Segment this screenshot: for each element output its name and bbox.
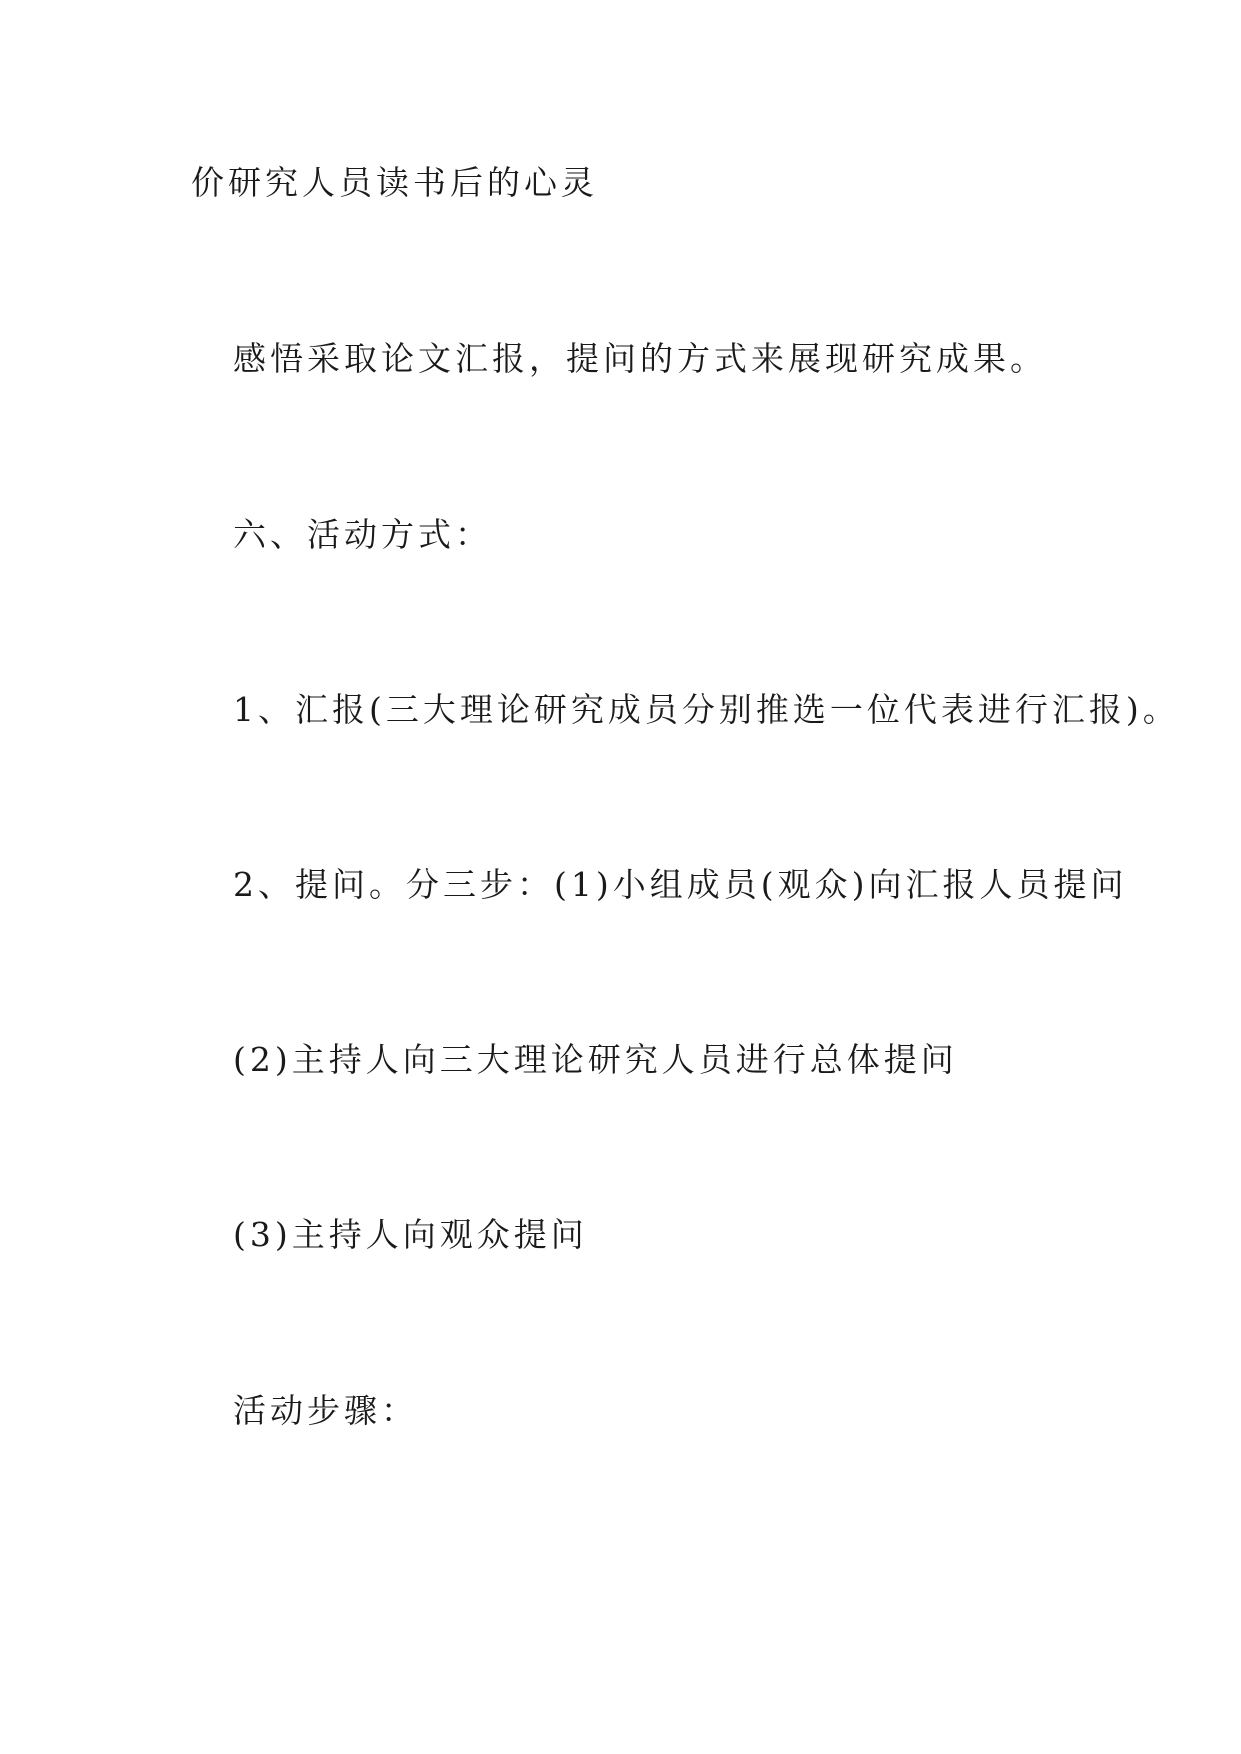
list-item-questions: 2、提问。分三步：(1)小组成员(观众)向汇报人员提问 xyxy=(233,865,1128,904)
section-heading-activity-method: 六、活动方式： xyxy=(233,515,492,554)
paragraph-report-method: 感悟采取论文汇报，提问的方式来展现研究成果。 xyxy=(233,339,1047,378)
section-heading-activity-steps: 活动步骤： xyxy=(233,1391,418,1430)
paragraph-continuation: 价研究人员读书后的心灵 xyxy=(191,163,598,202)
list-item-report: 1、汇报(三大理论研究成员分别推选一位代表进行汇报)。 xyxy=(233,690,1180,729)
sub-item-host-to-audience: (3)主持人向观众提问 xyxy=(233,1215,588,1254)
sub-item-host-to-researchers: (2)主持人向三大理论研究人员进行总体提问 xyxy=(233,1040,958,1079)
